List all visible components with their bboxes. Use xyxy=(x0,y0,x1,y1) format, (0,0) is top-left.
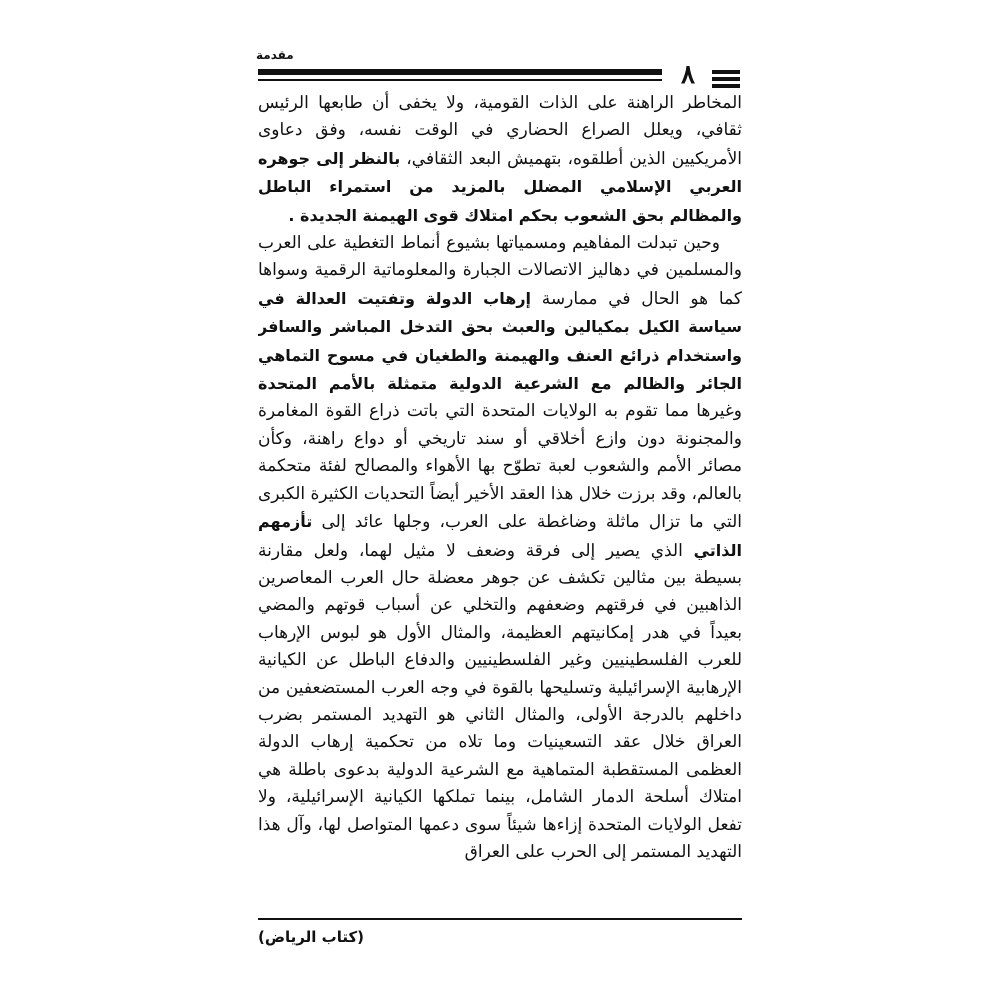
ornament-bar xyxy=(712,70,740,74)
paragraph-2-regular-start: وحين تبدلت المفاهيم ومسمياتها بشيوع أنماط التغطية على العرب والمسلمين في دهاليز الاتصالات الجبارة والمعلوماتية الرقمية وسواها كما هو الحال في ممارسة xyxy=(258,233,742,309)
ornament-bar xyxy=(712,84,740,88)
header-rule-thin xyxy=(258,79,662,81)
paragraph-2-bold-emphasis: إرهاب الدولة وتفتيت العدالة في سياسة الكيل بمكيالين والعبث بحق التدخل المباشر والسافر واستخدام ذرائع العنف والهيمنة والطغيان في مسوح التماهي الجائر والظالم مع الشرعية الدولية متمثلة بالأمم المتحدة xyxy=(258,288,742,394)
ornament-bar xyxy=(712,77,740,81)
paragraph-2-regular-end: الذي يصير إلى فرقة وضعف لا مثيل لهما، ولعل مقارنة بسيطة بين مثالين تكشف عن جوهر معضلة حال العرب المعاصرين الذاهبين في فرقتهم وضعفهم والتخلي عن أسباب قوتهم والمضي بعيداً في هدر إمكانيتهم العظيمة، والمثال الأول هو لبوس الإرهاب للعرب الفلسطينيين وغير الفلسطينيين والدفاع الباطل عن الكيانية الإرهابية الإسرائيلية وتسليحها بالقوة في وجه العرب المستضعفين من داخلهم بالدرجة الأولى، والمثال الثاني هو التهديد المستمر بضرب العراق خلال عقد التسعينيات وما تلاه من تحكمية إرهاب الدولة العظمى المستقطبة المتماهية مع الشرعية الدولية بدعوى باطلة هي امتلاك أسلحة الدمار الشامل، بينما تملكها الكيانية الإسرائيلية، ولا تفعل الولايات المتحدة إزاءها شيئاً سوى دعمها المتواصل لها، وآل هذا التهديد المستمر إلى الحرب على العراق xyxy=(258,540,742,862)
running-header-title: مقدمة xyxy=(256,48,294,62)
footer-book-title: (كتاب الرياض) xyxy=(258,928,365,946)
paragraph-1-bold: بالنظر إلى جوهره العربي الإسلامي المضلل بالمزيد من استمراء الباطل والمظالم بحق الشعوب بحكم امتلاك قوى الهيمنة الجديدة . xyxy=(258,148,742,225)
footer-rule xyxy=(258,918,742,920)
paragraph-1-regular: المخاطر الراهنة على الذات القومية، ولا يخفى أن طابعها الرئيس ثقافي، ويعلل الصراع الحضاري في الوقت نفسه، وفق دعاوى الأمريكيين الذين أطلقوه، بتهميش البعد الثقافي، xyxy=(258,93,742,169)
header-ornament-bars xyxy=(712,70,740,88)
paragraph-1 xyxy=(258,90,742,230)
header-rule xyxy=(258,66,662,86)
page-number: ٨ xyxy=(681,60,695,90)
paragraph-2 xyxy=(258,230,742,866)
header-rule-thick xyxy=(258,69,662,75)
paragraph-2-regular-middle: وغيرها مما تقوم به الولايات المتحدة التي باتت ذراع القوة المغامرة والمجنونة دون وازع أخلاقي أو سند تاريخي أو دواع راهنة، وكأن مصائر الأمم والشعوب لعبة تطوّح بها الأهواء والمصالح لفئة متحكمة بالعالم، وقد برزت خلال هذا العقد الأخير أيضاً التحديات الكثيرة الكبرى التي ما تزال ماثلة وضاغطة على العرب، وجلها عائد إلى xyxy=(258,401,742,533)
body-text xyxy=(258,90,742,885)
paragraph-2-bold-term: تأزمهم الذاتي xyxy=(258,512,742,560)
